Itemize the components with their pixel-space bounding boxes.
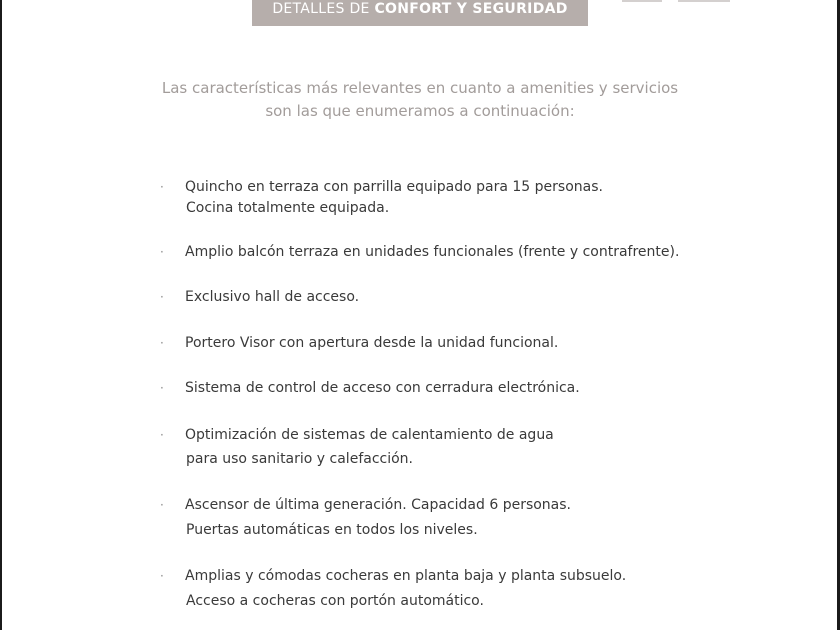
list-item-line: Puertas automáticas en todos los niveles. [186, 522, 478, 538]
banner-label-light: DETALLES DE [272, 1, 375, 17]
list-item-line: Amplias y cómodas cocheras en planta baja y planta subsuelo. [185, 568, 627, 584]
list-item-line: Amplio balcón terraza en unidades funcionales (frente y contrafrente). [185, 244, 680, 260]
list-item-line: Sistema de control de acceso con cerradura electrónica. [185, 380, 580, 396]
bullet-icon: · [160, 245, 164, 259]
list-item-line: Acceso a cocheras con portón automático. [186, 593, 484, 609]
list-item-line: Optimización de sistemas de calentamiento de agua [185, 427, 554, 443]
list-item-line: Cocina totalmente equipada. [186, 200, 390, 216]
list-item-line: Portero Visor con apertura desde la unidad funcional. [185, 335, 559, 351]
intro-paragraph [100, 77, 740, 123]
bullet-icon: · [160, 336, 164, 350]
list-item-line: Quincho en terraza con parrilla equipado para 15 personas. [185, 179, 603, 195]
bullet-icon: · [160, 290, 164, 304]
decorative-rule [622, 0, 730, 2]
bullet-icon: · [160, 428, 164, 442]
bullet-icon: · [160, 498, 164, 512]
bullet-icon: · [160, 180, 164, 194]
list-item-line: Exclusivo hall de acceso. [185, 289, 360, 305]
banner-label-bold: CONFORT Y SEGURIDAD [374, 1, 568, 17]
list-item-line: Ascensor de última generación. Capacidad 6 personas. [185, 497, 572, 513]
section-banner [252, 0, 588, 26]
intro-line-1: Las características más relevantes en cuanto a amenities y servicios [161, 79, 679, 97]
bullet-icon: · [160, 381, 164, 395]
list-item-line: para uso sanitario y calefacción. [186, 451, 413, 467]
intro-line-2: son las que enumeramos a continuación: [265, 102, 575, 120]
bullet-icon: · [160, 569, 164, 583]
